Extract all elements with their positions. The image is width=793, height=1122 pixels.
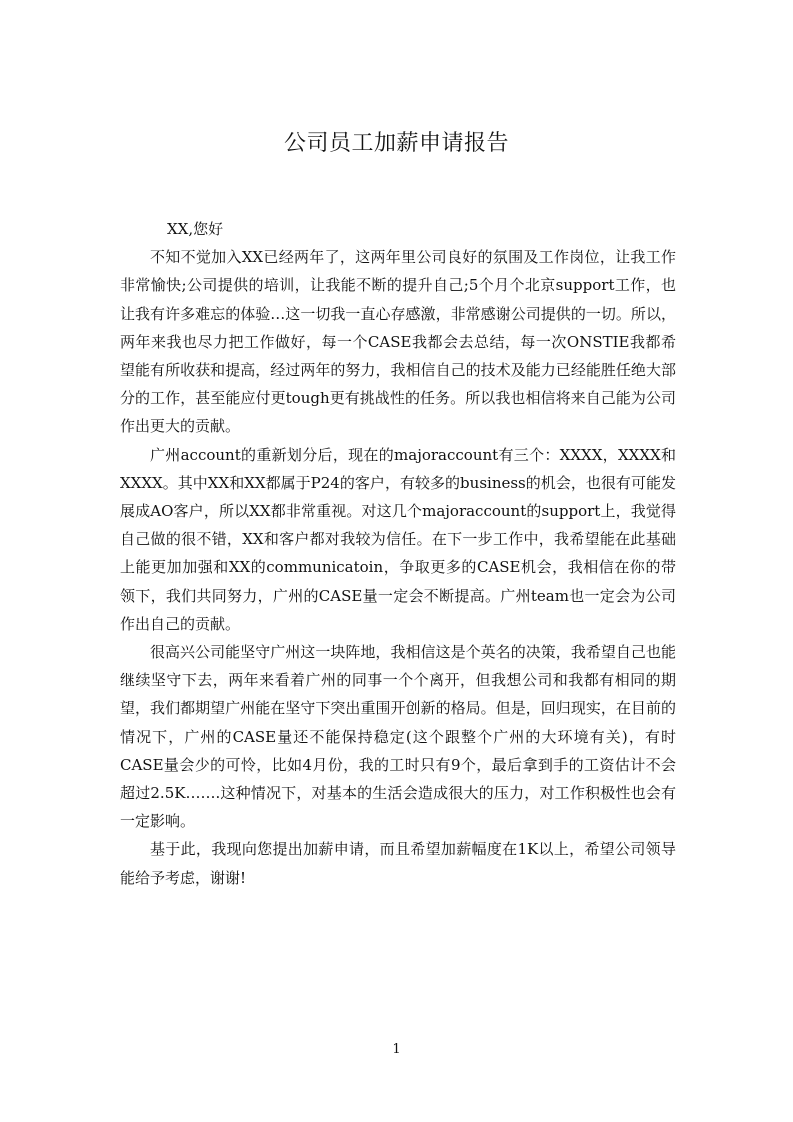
paragraph-1: 不知不觉加入XX已经两年了，这两年里公司良好的氛围及工作岗位，让我工作非常愉快;公司提供的培训，让我能不断的提升自己;5个月个北京support工作，也让我有许多难忘的体验…这一切我一直心存感激，非常感谢公司提供的一切。所以，两年来我也尽力把工作做好，每一个CASE我都会去总结，每一次ONSTIE我都希望能有所收获和提高，经过两年的努力，我相信自己的技术及能力已经能胜任绝大部分的工作，甚至能应付更tough更有挑战性的任务。所以我也相信将来自己能为公司作出更大的贡献。: [120, 248, 676, 436]
paragraph-3: 很高兴公司能坚守广州这一块阵地，我相信这是个英名的决策，我希望自己也能继续坚守下去，两年来看着广州的同事一个个离开，但我想公司和我都有相同的期望，我们都期望广州能在坚守下突出重围开创新的格局。但是，回归现实，在目前的情况下，广州的CASE量还不能保持稳定(这个跟整个广州的大环境有关)，有时CASE量会少的可怜，比如4月份，我的工时只有9个，最后拿到手的工资估计不会超过2.5K…….这种情况下，对基本的生活会造成很大的压力，对工作积极性也会有一定影响。: [120, 643, 676, 831]
document-title: 公司员工加薪申请报告: [283, 131, 509, 156]
paragraph-4: 基于此，我现向您提出加薪申请，而且希望加薪幅度在1K以上，希望公司领导能给予考虑，谢谢!: [120, 840, 676, 887]
paragraph-2: 广州account的重新划分后，现在的majoraccount有三个：XXXX，XXXX和XXXX。其中XX和XX都属于P24的客户，有较多的business的机会，也很有可能发展成AO客户，所以XX都非常重视。对这几个majoraccount的support上，我觉得自己做的很不错，XX和客户都对我较为信任。在下一步工作中，我希望能在此基础上能更加加强和XX的communicatoin，争取更多的CASE机会，我相信在你的带领下，我们共同努力，广州的CASE量一定会不断提高。广州team也一定会为公司作出自己的贡献。: [120, 445, 676, 633]
salutation: XX,您好: [167, 220, 224, 238]
page-number: 1: [392, 1042, 401, 1057]
document-body: [120, 215, 676, 892]
